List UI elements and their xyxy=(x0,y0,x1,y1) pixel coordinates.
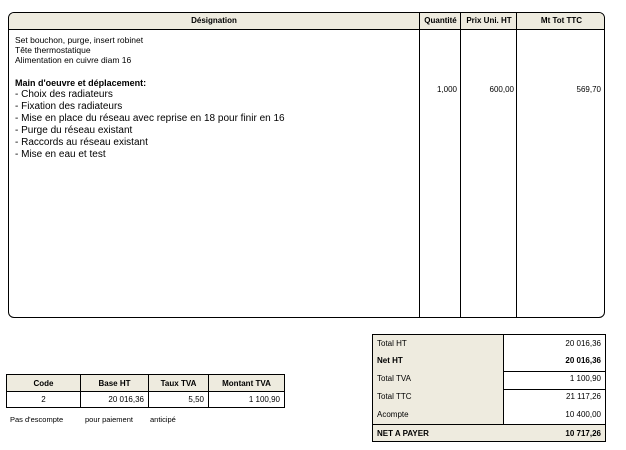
net-ht-row xyxy=(373,352,605,370)
net-a-payer-label: NET A PAYER xyxy=(377,429,429,438)
line-item: Set bouchon, purge, insert robinet xyxy=(15,35,144,45)
discount-note: pour paiement xyxy=(85,415,133,424)
total-tva-label: Total TVA xyxy=(377,374,411,383)
section-title: Main d'oeuvre et déplacement: xyxy=(15,78,147,88)
task-item: - Purge du réseau existant xyxy=(15,125,133,136)
designation-cell xyxy=(15,35,415,161)
total-tva-value: 1 100,90 xyxy=(569,374,601,383)
amount-value: 569,70 xyxy=(576,85,601,94)
total-ht-label: Total HT xyxy=(377,339,407,348)
header-prix-unitaire: Prix Uni. HT xyxy=(466,16,512,25)
header-designation: Désignation xyxy=(191,16,237,25)
quantity-value: 1,000 xyxy=(436,85,457,94)
vat-header-amount: Montant TVA xyxy=(209,375,285,392)
header-quantite: Quantité xyxy=(424,16,457,25)
task-item: - Mise en place du réseau avec reprise en 18 pour finir en 16 xyxy=(15,113,285,124)
total-tva-row xyxy=(373,370,605,388)
vat-rate: 5,50 xyxy=(149,392,209,408)
vat-header-code: Code xyxy=(7,375,81,392)
total-ht-row xyxy=(373,335,605,353)
total-ttc-row xyxy=(373,388,605,406)
header-montant-ttc: Mt Tot TTC xyxy=(540,16,583,25)
acompte-label: Acompte xyxy=(377,410,409,419)
vat-base: 20 016,36 xyxy=(81,392,149,408)
acompte-row xyxy=(373,406,605,424)
totals-box xyxy=(372,334,606,442)
task-item: - Raccords au réseau existant xyxy=(15,137,148,148)
net-a-payer-value: 10 717,26 xyxy=(565,429,601,438)
vat-header-base: Base HT xyxy=(81,375,149,392)
task-item: - Fixation des radiateurs xyxy=(15,101,123,112)
net-ht-value: 20 016,36 xyxy=(565,356,601,365)
discount-note: Pas d'escompte xyxy=(10,415,64,424)
column-divider xyxy=(419,13,420,317)
acompte-value: 10 400,00 xyxy=(565,410,601,419)
total-ht-value: 20 016,36 xyxy=(565,339,601,348)
unit-price-value: 600,00 xyxy=(489,85,514,94)
net-ht-label: Net HT xyxy=(377,356,403,365)
total-ttc-label: Total TTC xyxy=(377,392,412,401)
column-divider xyxy=(460,13,461,317)
task-item: - Mise en eau et test xyxy=(15,149,106,160)
total-ttc-value: 21 117,26 xyxy=(566,392,601,401)
line-item: Alimentation en cuivre diam 16 xyxy=(15,55,132,65)
discount-note: anticipé xyxy=(150,415,176,424)
vat-header-rate: Taux TVA xyxy=(149,375,209,392)
column-divider xyxy=(516,13,517,317)
invoice-lines-table xyxy=(8,12,605,318)
net-a-payer-row xyxy=(373,425,605,443)
vat-code: 2 xyxy=(7,392,81,408)
line-item: Tête thermostatique xyxy=(15,45,91,55)
task-item: - Choix des radiateurs xyxy=(15,89,113,100)
vat-amount: 1 100,90 xyxy=(209,392,285,408)
vat-table xyxy=(6,374,285,408)
